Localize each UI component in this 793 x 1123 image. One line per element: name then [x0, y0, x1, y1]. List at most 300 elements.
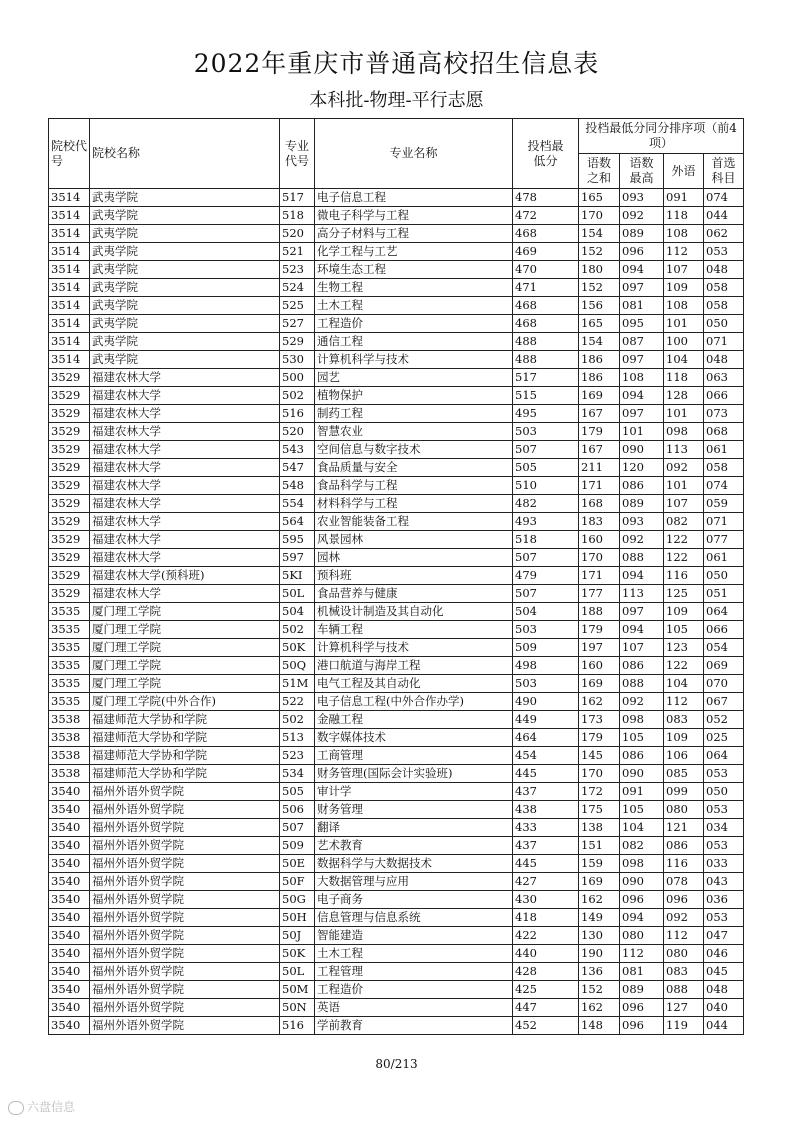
cell-foreign-score: 108	[664, 297, 704, 315]
cell-major-code: 518	[280, 207, 315, 225]
cell-foreign-score: 122	[664, 657, 704, 675]
cell-sum-cn-math: 151	[579, 837, 620, 855]
cell-school-code: 3535	[49, 603, 90, 621]
cell-sum-cn-math: 156	[579, 297, 620, 315]
cell-sum-cn-math: 169	[579, 675, 620, 693]
cell-school-code: 3514	[49, 333, 90, 351]
cell-major-code: 505	[280, 783, 315, 801]
cell-first-subject-score: 058	[704, 297, 744, 315]
cell-school-name: 福建农林大学	[90, 423, 280, 441]
cell-school-name: 福建农林大学	[90, 459, 280, 477]
cell-sum-cn-math: 165	[579, 315, 620, 333]
cell-major-name: 工程造价	[315, 981, 513, 999]
cell-first-subject-score: 068	[704, 423, 744, 441]
cell-first-subject-score: 053	[704, 837, 744, 855]
cell-major-code: 516	[280, 405, 315, 423]
cell-foreign-score: 113	[664, 441, 704, 459]
cell-first-subject-score: 036	[704, 891, 744, 909]
cell-min-score: 495	[513, 405, 579, 423]
cell-foreign-score: 123	[664, 639, 704, 657]
cell-major-name: 电子信息工程(中外合作办学)	[315, 693, 513, 711]
cell-sum-cn-math: 180	[579, 261, 620, 279]
cell-max-cn-math: 082	[620, 837, 664, 855]
cell-max-cn-math: 098	[620, 855, 664, 873]
cell-max-cn-math: 093	[620, 189, 664, 207]
cell-major-code: 520	[280, 225, 315, 243]
cell-first-subject-score: 053	[704, 909, 744, 927]
cell-major-code: 502	[280, 711, 315, 729]
cell-major-code: 500	[280, 369, 315, 387]
table-row	[49, 783, 744, 801]
cell-major-name: 微电子科学与工程	[315, 207, 513, 225]
cell-school-name: 武夷学院	[90, 243, 280, 261]
cell-foreign-score: 083	[664, 711, 704, 729]
cell-first-subject-score: 053	[704, 765, 744, 783]
cell-sum-cn-math: 160	[579, 657, 620, 675]
cell-min-score: 510	[513, 477, 579, 495]
cell-major-code: 50N	[280, 999, 315, 1017]
cell-max-cn-math: 094	[620, 909, 664, 927]
cell-max-cn-math: 092	[620, 693, 664, 711]
cell-sum-cn-math: 154	[579, 333, 620, 351]
cell-min-score: 437	[513, 837, 579, 855]
header-school-name: 院校名称	[90, 119, 280, 189]
cell-min-score: 469	[513, 243, 579, 261]
cell-first-subject-score: 048	[704, 981, 744, 999]
cell-first-subject-score: 044	[704, 1017, 744, 1035]
cell-foreign-score: 092	[664, 909, 704, 927]
table-row	[49, 999, 744, 1017]
cell-min-score: 472	[513, 207, 579, 225]
cell-first-subject-score: 040	[704, 999, 744, 1017]
cell-max-cn-math: 092	[620, 207, 664, 225]
cell-school-code: 3529	[49, 567, 90, 585]
cell-major-name: 化学工程与工艺	[315, 243, 513, 261]
cell-school-code: 3529	[49, 405, 90, 423]
cell-major-code: 534	[280, 765, 315, 783]
header-foreign: 外语	[664, 154, 704, 189]
table-row	[49, 837, 744, 855]
cell-major-name: 园艺	[315, 369, 513, 387]
cell-min-score: 438	[513, 801, 579, 819]
cell-min-score: 493	[513, 513, 579, 531]
cell-school-name: 福州外语外贸学院	[90, 783, 280, 801]
cell-sum-cn-math: 149	[579, 909, 620, 927]
cell-sum-cn-math: 170	[579, 549, 620, 567]
cell-school-name: 武夷学院	[90, 315, 280, 333]
cell-school-name: 福建师范大学协和学院	[90, 711, 280, 729]
cell-school-code: 3529	[49, 441, 90, 459]
cell-first-subject-score: 064	[704, 747, 744, 765]
cell-major-code: 521	[280, 243, 315, 261]
cell-foreign-score: 082	[664, 513, 704, 531]
cell-first-subject-score: 043	[704, 873, 744, 891]
cell-major-code: 564	[280, 513, 315, 531]
cell-major-name: 风景园林	[315, 531, 513, 549]
cell-foreign-score: 078	[664, 873, 704, 891]
cell-sum-cn-math: 162	[579, 999, 620, 1017]
cell-major-code: 516	[280, 1017, 315, 1035]
cell-first-subject-score: 063	[704, 369, 744, 387]
cell-school-code: 3514	[49, 315, 90, 333]
table-row	[49, 819, 744, 837]
cell-school-code: 3538	[49, 729, 90, 747]
cell-max-cn-math: 108	[620, 369, 664, 387]
cell-school-code: 3540	[49, 873, 90, 891]
cell-first-subject-score: 067	[704, 693, 744, 711]
cell-school-code: 3529	[49, 531, 90, 549]
table-row	[49, 261, 744, 279]
cell-first-subject-score: 074	[704, 477, 744, 495]
cell-sum-cn-math: 173	[579, 711, 620, 729]
cell-foreign-score: 098	[664, 423, 704, 441]
cell-major-name: 食品科学与工程	[315, 477, 513, 495]
cell-major-code: 504	[280, 603, 315, 621]
cell-school-code: 3540	[49, 981, 90, 999]
cell-max-cn-math: 089	[620, 495, 664, 513]
cell-sum-cn-math: 148	[579, 1017, 620, 1035]
cell-min-score: 425	[513, 981, 579, 999]
cell-school-name: 厦门理工学院(中外合作)	[90, 693, 280, 711]
cell-first-subject-score: 050	[704, 315, 744, 333]
cell-sum-cn-math: 183	[579, 513, 620, 531]
cell-min-score: 468	[513, 315, 579, 333]
cell-min-score: 445	[513, 855, 579, 873]
cell-first-subject-score: 053	[704, 243, 744, 261]
cell-min-score: 498	[513, 657, 579, 675]
cell-major-code: 595	[280, 531, 315, 549]
cell-school-name: 福建农林大学	[90, 549, 280, 567]
cell-foreign-score: 104	[664, 351, 704, 369]
cell-major-code: 502	[280, 387, 315, 405]
cell-major-name: 港口航道与海岸工程	[315, 657, 513, 675]
table-row	[49, 441, 744, 459]
cell-foreign-score: 085	[664, 765, 704, 783]
cell-foreign-score: 121	[664, 819, 704, 837]
cell-school-code: 3529	[49, 585, 90, 603]
cell-school-name: 福建农林大学	[90, 495, 280, 513]
cell-foreign-score: 101	[664, 315, 704, 333]
cell-major-name: 材料科学与工程	[315, 495, 513, 513]
cell-school-name: 福州外语外贸学院	[90, 819, 280, 837]
header-major-code: 专业代号	[280, 119, 315, 189]
cell-major-code: 547	[280, 459, 315, 477]
cell-max-cn-math: 112	[620, 945, 664, 963]
cell-min-score: 482	[513, 495, 579, 513]
cell-sum-cn-math: 154	[579, 225, 620, 243]
cell-school-name: 武夷学院	[90, 207, 280, 225]
cell-max-cn-math: 086	[620, 657, 664, 675]
cell-max-cn-math: 107	[620, 639, 664, 657]
cell-max-cn-math: 080	[620, 927, 664, 945]
cell-school-name: 福建农林大学	[90, 387, 280, 405]
table-row	[49, 405, 744, 423]
cell-min-score: 470	[513, 261, 579, 279]
cell-school-name: 福建师范大学协和学院	[90, 729, 280, 747]
cell-first-subject-score: 045	[704, 963, 744, 981]
cell-major-name: 电子商务	[315, 891, 513, 909]
admission-table	[48, 118, 744, 1035]
cell-sum-cn-math: 179	[579, 621, 620, 639]
cell-min-score: 479	[513, 567, 579, 585]
table-row	[49, 207, 744, 225]
table-row	[49, 1017, 744, 1035]
cell-major-name: 土木工程	[315, 297, 513, 315]
cell-foreign-score: 104	[664, 675, 704, 693]
cell-school-name: 福州外语外贸学院	[90, 927, 280, 945]
cell-major-code: 522	[280, 693, 315, 711]
cell-major-name: 英语	[315, 999, 513, 1017]
cell-school-name: 福建农林大学	[90, 513, 280, 531]
cell-school-name: 福州外语外贸学院	[90, 801, 280, 819]
cell-max-cn-math: 105	[620, 801, 664, 819]
cell-school-code: 3535	[49, 693, 90, 711]
cell-sum-cn-math: 169	[579, 387, 620, 405]
cell-major-code: 509	[280, 837, 315, 855]
cell-school-code: 3529	[49, 423, 90, 441]
header-major-name: 专业名称	[315, 119, 513, 189]
cell-major-name: 工程造价	[315, 315, 513, 333]
table-row	[49, 549, 744, 567]
table-row	[49, 495, 744, 513]
cell-major-code: 50H	[280, 909, 315, 927]
cell-min-score: 464	[513, 729, 579, 747]
cell-max-cn-math: 090	[620, 765, 664, 783]
page-subtitle: 本科批-物理-平行志愿	[309, 90, 484, 111]
cell-foreign-score: 122	[664, 531, 704, 549]
cell-min-score: 471	[513, 279, 579, 297]
cell-sum-cn-math: 169	[579, 873, 620, 891]
cell-school-name: 福州外语外贸学院	[90, 873, 280, 891]
cell-major-name: 植物保护	[315, 387, 513, 405]
cell-max-cn-math: 094	[620, 261, 664, 279]
cell-school-code: 3540	[49, 927, 90, 945]
table-row	[49, 513, 744, 531]
cell-first-subject-score: 052	[704, 711, 744, 729]
cell-major-name: 环境生态工程	[315, 261, 513, 279]
cell-sum-cn-math: 179	[579, 729, 620, 747]
cell-school-code: 3540	[49, 837, 90, 855]
watermark-logo	[8, 1098, 75, 1115]
table-body	[49, 189, 744, 1035]
cell-major-name: 车辆工程	[315, 621, 513, 639]
cell-major-code: 50Q	[280, 657, 315, 675]
cell-major-name: 大数据管理与应用	[315, 873, 513, 891]
cell-major-code: 502	[280, 621, 315, 639]
cell-first-subject-score: 059	[704, 495, 744, 513]
cell-school-code: 3529	[49, 369, 90, 387]
cell-min-score: 449	[513, 711, 579, 729]
header-first-subject: 首选科目	[704, 154, 744, 189]
cell-min-score: 503	[513, 675, 579, 693]
cell-school-code: 3538	[49, 711, 90, 729]
table-row	[49, 603, 744, 621]
cell-school-code: 3514	[49, 225, 90, 243]
cell-sum-cn-math: 211	[579, 459, 620, 477]
cell-major-code: 523	[280, 261, 315, 279]
cell-min-score: 488	[513, 351, 579, 369]
cell-major-code: 529	[280, 333, 315, 351]
cell-major-code: 523	[280, 747, 315, 765]
cell-school-name: 武夷学院	[90, 297, 280, 315]
cell-min-score: 515	[513, 387, 579, 405]
cell-max-cn-math: 091	[620, 783, 664, 801]
cell-school-code: 3535	[49, 639, 90, 657]
cell-min-score: 504	[513, 603, 579, 621]
cell-sum-cn-math: 177	[579, 585, 620, 603]
cell-school-code: 3540	[49, 999, 90, 1017]
cell-sum-cn-math: 188	[579, 603, 620, 621]
cell-sum-cn-math: 179	[579, 423, 620, 441]
cell-school-code: 3535	[49, 675, 90, 693]
cell-foreign-score: 107	[664, 261, 704, 279]
cell-major-name: 预科班	[315, 567, 513, 585]
cell-school-code: 3540	[49, 855, 90, 873]
cell-sum-cn-math: 190	[579, 945, 620, 963]
cell-foreign-score: 118	[664, 369, 704, 387]
cell-major-name: 食品质量与安全	[315, 459, 513, 477]
cell-sum-cn-math: 171	[579, 567, 620, 585]
cell-min-score: 427	[513, 873, 579, 891]
cell-major-code: 597	[280, 549, 315, 567]
cell-foreign-score: 099	[664, 783, 704, 801]
cell-major-name: 审计学	[315, 783, 513, 801]
table-row	[49, 279, 744, 297]
cell-sum-cn-math: 136	[579, 963, 620, 981]
cell-min-score: 440	[513, 945, 579, 963]
cell-school-name: 福州外语外贸学院	[90, 909, 280, 927]
cell-foreign-score: 108	[664, 225, 704, 243]
cell-foreign-score: 088	[664, 981, 704, 999]
cell-first-subject-score: 050	[704, 783, 744, 801]
cell-school-name: 福建农林大学	[90, 585, 280, 603]
cell-school-code: 3514	[49, 279, 90, 297]
cell-min-score: 488	[513, 333, 579, 351]
cell-major-name: 翻译	[315, 819, 513, 837]
header-max-cn-math: 语数最高	[620, 154, 664, 189]
cell-max-cn-math: 088	[620, 549, 664, 567]
cell-school-code: 3529	[49, 477, 90, 495]
table-row	[49, 333, 744, 351]
header-sum-cn-math: 语数之和	[579, 154, 620, 189]
cell-first-subject-score: 046	[704, 945, 744, 963]
cell-school-name: 福建师范大学协和学院	[90, 765, 280, 783]
cell-foreign-score: 105	[664, 621, 704, 639]
cell-min-score: 503	[513, 621, 579, 639]
cell-school-name: 厦门理工学院	[90, 639, 280, 657]
cell-school-name: 福建师范大学协和学院	[90, 747, 280, 765]
cell-max-cn-math: 101	[620, 423, 664, 441]
table-row	[49, 243, 744, 261]
cell-school-name: 福州外语外贸学院	[90, 891, 280, 909]
cell-school-name: 武夷学院	[90, 225, 280, 243]
cell-school-name: 武夷学院	[90, 333, 280, 351]
cell-max-cn-math: 093	[620, 513, 664, 531]
cell-max-cn-math: 089	[620, 981, 664, 999]
table-row	[49, 693, 744, 711]
table-row	[49, 765, 744, 783]
table-row	[49, 729, 744, 747]
cell-sum-cn-math: 170	[579, 207, 620, 225]
cell-major-name: 生物工程	[315, 279, 513, 297]
cell-min-score: 418	[513, 909, 579, 927]
cell-max-cn-math: 092	[620, 531, 664, 549]
cell-school-code: 3540	[49, 891, 90, 909]
cell-school-name: 厦门理工学院	[90, 675, 280, 693]
cell-min-score: 445	[513, 765, 579, 783]
cell-foreign-score: 109	[664, 279, 704, 297]
cell-max-cn-math: 096	[620, 891, 664, 909]
cell-school-code: 3529	[49, 495, 90, 513]
cell-min-score: 507	[513, 549, 579, 567]
cell-major-code: 524	[280, 279, 315, 297]
cell-major-name: 学前教育	[315, 1017, 513, 1035]
cell-school-code: 3514	[49, 207, 90, 225]
cell-school-code: 3540	[49, 909, 90, 927]
cell-school-name: 武夷学院	[90, 189, 280, 207]
cell-min-score: 468	[513, 225, 579, 243]
cell-max-cn-math: 090	[620, 873, 664, 891]
cell-min-score: 503	[513, 423, 579, 441]
cell-max-cn-math: 105	[620, 729, 664, 747]
cell-major-name: 金融工程	[315, 711, 513, 729]
cell-major-name: 通信工程	[315, 333, 513, 351]
cell-first-subject-score: 054	[704, 639, 744, 657]
cell-major-name: 食品营养与健康	[315, 585, 513, 603]
cell-major-code: 50F	[280, 873, 315, 891]
cell-max-cn-math: 087	[620, 333, 664, 351]
cell-school-name: 武夷学院	[90, 279, 280, 297]
cell-major-name: 工程管理	[315, 963, 513, 981]
header-min-score: 投档最低分	[513, 119, 579, 189]
cell-foreign-score: 092	[664, 459, 704, 477]
cell-major-name: 制药工程	[315, 405, 513, 423]
cell-major-code: 527	[280, 315, 315, 333]
cell-school-name: 福建农林大学	[90, 369, 280, 387]
table-row	[49, 945, 744, 963]
cell-sum-cn-math: 130	[579, 927, 620, 945]
cell-first-subject-score: 048	[704, 261, 744, 279]
cell-first-subject-score: 025	[704, 729, 744, 747]
table-row	[49, 225, 744, 243]
cell-foreign-score: 100	[664, 333, 704, 351]
cell-major-name: 计算机科学与技术	[315, 639, 513, 657]
cell-max-cn-math: 094	[620, 387, 664, 405]
table-row	[49, 909, 744, 927]
cell-school-name: 福州外语外贸学院	[90, 855, 280, 873]
cell-school-name: 厦门理工学院	[90, 621, 280, 639]
cell-min-score: 507	[513, 441, 579, 459]
cell-foreign-score: 109	[664, 603, 704, 621]
cell-first-subject-score: 070	[704, 675, 744, 693]
cell-sum-cn-math: 167	[579, 405, 620, 423]
cell-max-cn-math: 120	[620, 459, 664, 477]
cell-school-code: 3514	[49, 243, 90, 261]
cell-foreign-score: 127	[664, 999, 704, 1017]
cell-first-subject-score: 061	[704, 441, 744, 459]
cell-major-code: 543	[280, 441, 315, 459]
cell-sum-cn-math: 197	[579, 639, 620, 657]
cell-school-code: 3540	[49, 801, 90, 819]
table-row	[49, 873, 744, 891]
table-row	[49, 639, 744, 657]
cell-school-code: 3529	[49, 387, 90, 405]
cell-foreign-score: 112	[664, 927, 704, 945]
cell-major-name: 智慧农业	[315, 423, 513, 441]
cell-max-cn-math: 094	[620, 621, 664, 639]
cell-first-subject-score: 033	[704, 855, 744, 873]
cell-major-code: 530	[280, 351, 315, 369]
